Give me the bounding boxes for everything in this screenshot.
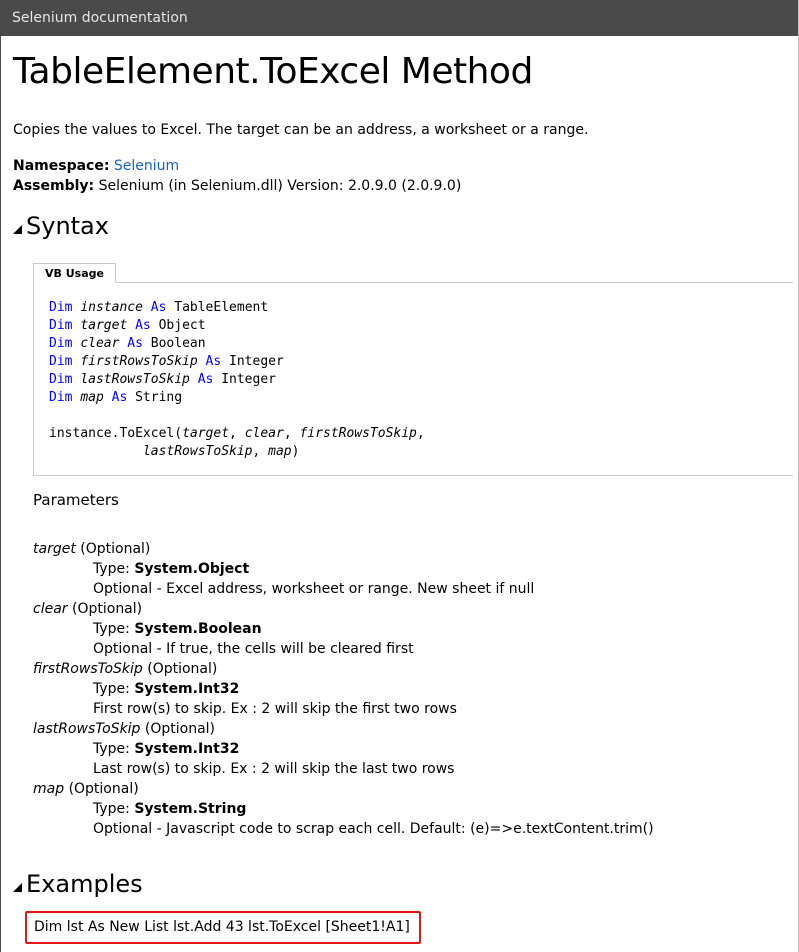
type-name: Integer: [229, 354, 284, 369]
code-line: [49, 390, 182, 405]
parameter-type: System.Boolean: [134, 621, 262, 637]
call-argument: target: [182, 426, 230, 441]
parameter-type-row: [33, 679, 654, 699]
parameter-name-row: [33, 539, 654, 559]
type-name: Integer: [221, 372, 276, 387]
method-summary: Copies the values to Excel. The target can be an address, a worksheet or a range.: [13, 122, 589, 138]
namespace-label: Namespace:: [13, 158, 110, 174]
keyword-as: As: [150, 300, 167, 315]
tab-vb-usage[interactable]: VB Usage: [33, 263, 116, 283]
parameter-name-row: [33, 779, 654, 799]
code-line: [49, 372, 276, 387]
variable-name: firstRowsToSkip: [80, 354, 198, 369]
parameter-name: lastRowsToSkip: [33, 721, 141, 737]
assembly-row: [13, 176, 461, 196]
code-call-line: lastRowsToSkip, map): [49, 444, 299, 459]
namespace-link[interactable]: Selenium: [113, 158, 180, 174]
parameter-type: System.String: [134, 801, 247, 817]
keyword-dim: Dim: [49, 372, 73, 387]
keyword-as: As: [111, 390, 128, 405]
call-argument: lastRowsToSkip: [142, 444, 253, 459]
parameter-item: [33, 719, 654, 779]
variable-name: target: [80, 318, 128, 333]
parameter-optional: (Optional): [68, 781, 139, 797]
parameter-type-row: [33, 799, 654, 819]
example-code: Dim lst As New List lst.Add 43 lst.ToExcel [Sheet1!A1]: [34, 919, 410, 935]
parameter-type: System.Int32: [134, 681, 240, 697]
keyword-as: As: [197, 372, 214, 387]
code-call-line: instance.ToExcel(target, clear, firstRowsToSkip,: [49, 426, 433, 441]
parameters-title: Parameters: [33, 491, 119, 509]
parameter-name-row: [33, 719, 654, 739]
code-line: [49, 318, 206, 333]
namespace-row: [13, 156, 461, 176]
window-title: Selenium documentation: [12, 10, 188, 26]
examples-header: Examples: [26, 870, 143, 898]
parameter-name: firstRowsToSkip: [33, 661, 143, 677]
parameter-type-label: Type:: [93, 801, 130, 817]
parameter-optional: (Optional): [144, 721, 216, 737]
keyword-dim: Dim: [49, 300, 73, 315]
parameter-description: Last row(s) to skip. Ex : 2 will skip the last two rows: [93, 761, 455, 777]
parameter-optional: (Optional): [80, 541, 151, 557]
code-line: [49, 336, 206, 351]
parameter-name-row: [33, 659, 654, 679]
examples-section-toggle[interactable]: [13, 870, 143, 898]
assembly-label: Assembly:: [13, 178, 95, 194]
variable-name: instance: [80, 300, 143, 315]
parameter-item: [33, 599, 654, 659]
example-code-highlight: [25, 911, 421, 944]
parameter-item: [33, 779, 654, 839]
assembly-info: [13, 156, 461, 196]
variable-name: map: [80, 390, 104, 405]
parameter-list: [33, 539, 654, 839]
parameter-description: Optional - Excel address, worksheet or range. New sheet if null: [93, 581, 535, 597]
call-argument: map: [268, 444, 292, 459]
page-title: TableElement.ToExcel Method: [13, 51, 533, 92]
parameter-type: System.Int32: [134, 741, 240, 757]
keyword-dim: Dim: [49, 390, 73, 405]
keyword-dim: Dim: [49, 318, 73, 333]
type-name: String: [135, 390, 183, 405]
collapse-triangle-icon: [13, 883, 22, 892]
vb-usage-code: [49, 299, 433, 461]
syntax-section-toggle[interactable]: [13, 212, 109, 240]
parameter-item: [33, 539, 654, 599]
window-titlebar: [0, 0, 799, 36]
keyword-as: As: [205, 354, 222, 369]
code-line: [49, 300, 268, 315]
call-indent: [49, 444, 143, 459]
call-suffix: ): [291, 444, 300, 459]
parameter-description: Optional - If true, the cells will be cleared first: [93, 641, 414, 657]
keyword-dim: Dim: [49, 336, 73, 351]
assembly-value: Selenium (in Selenium.dll) Version: 2.0.9.0 (2.0.9.0): [98, 178, 462, 194]
parameter-item: [33, 659, 654, 719]
call-argument: firstRowsToSkip: [299, 426, 417, 441]
parameter-optional: (Optional): [72, 601, 143, 617]
code-line: [49, 354, 284, 369]
parameter-type-row: [33, 739, 654, 759]
parameter-type-label: Type:: [93, 681, 130, 697]
variable-name: lastRowsToSkip: [80, 372, 190, 387]
parameter-description: First row(s) to skip. Ex : 2 will skip the first two rows: [93, 701, 457, 717]
call-argument: clear: [244, 426, 284, 441]
parameter-type-label: Type:: [93, 621, 130, 637]
collapse-triangle-icon: [13, 225, 22, 234]
parameter-name-row: [33, 599, 654, 619]
parameter-type-label: Type:: [93, 741, 130, 757]
keyword-as: As: [135, 318, 151, 333]
parameter-name: clear: [33, 601, 68, 617]
parameter-type-row: [33, 619, 654, 639]
keyword-as: As: [127, 336, 143, 351]
syntax-header: Syntax: [26, 212, 109, 240]
parameter-name: map: [33, 781, 65, 797]
parameter-type: System.Object: [134, 561, 250, 577]
variable-name: clear: [80, 336, 120, 351]
parameter-name: target: [33, 541, 76, 557]
call-prefix: instance.ToExcel(: [49, 426, 183, 441]
parameter-description: Optional - Javascript code to scrap each cell. Default: (e)=>e.textContent.trim(): [93, 821, 654, 837]
type-name: Boolean: [150, 336, 206, 351]
type-name: Object: [158, 318, 206, 333]
type-name: TableElement: [174, 300, 269, 315]
parameter-optional: (Optional): [147, 661, 218, 677]
keyword-dim: Dim: [49, 354, 73, 369]
parameter-type-row: [33, 559, 654, 579]
parameter-type-label: Type:: [93, 561, 130, 577]
